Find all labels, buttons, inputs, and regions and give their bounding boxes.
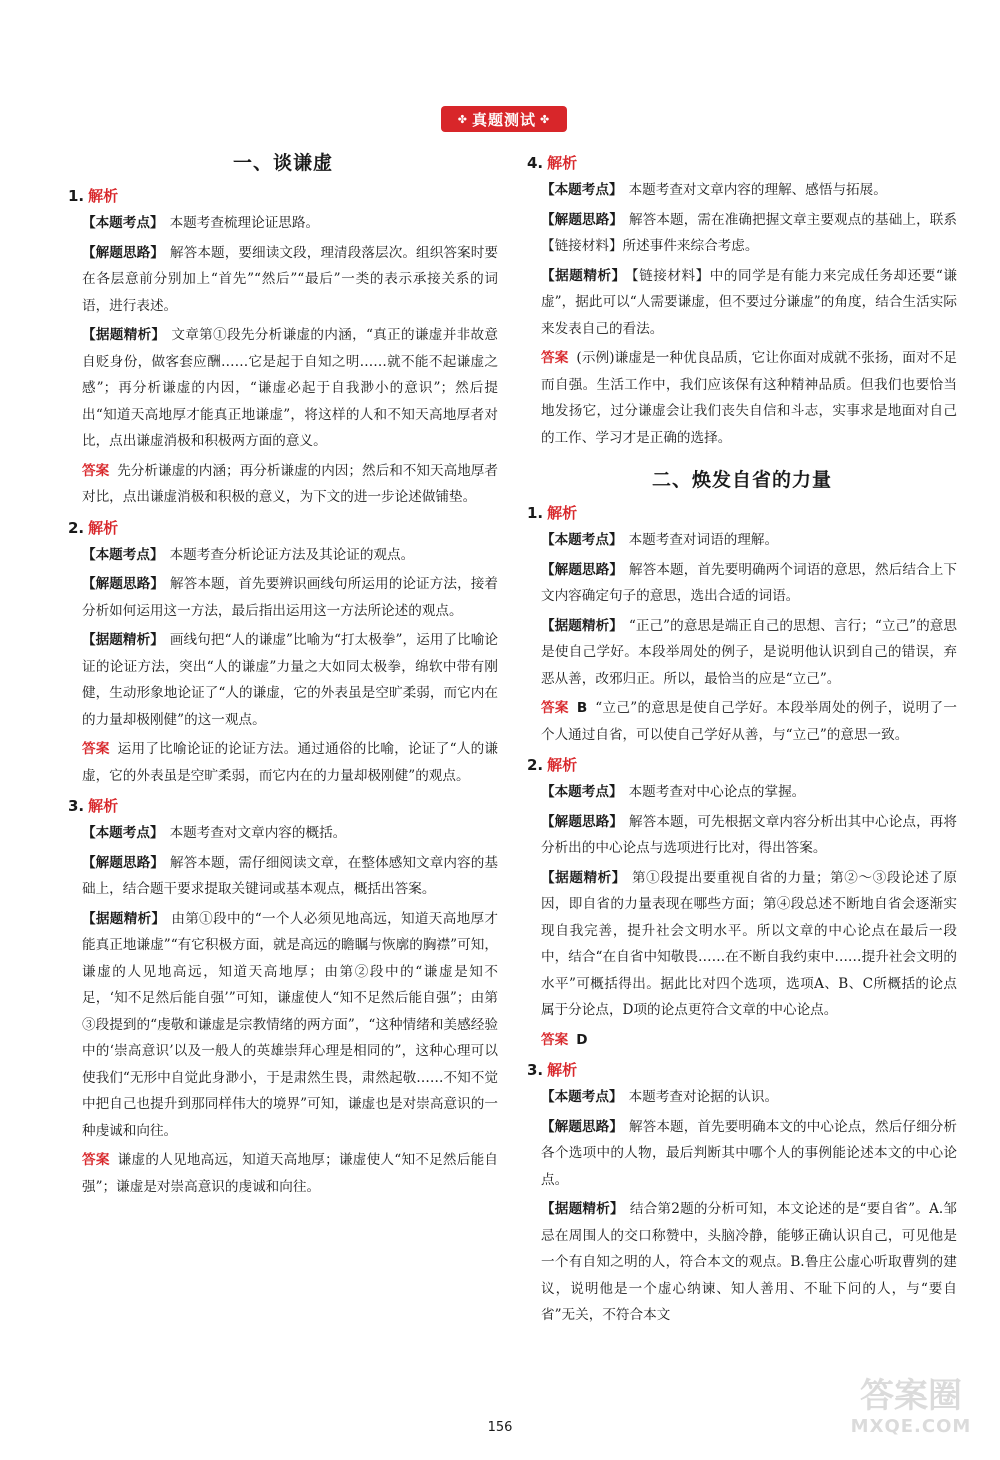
- points-line: 【本题考点】 本题考查对文章内容的理解、感悟与拓展。: [541, 182, 887, 198]
- question-heading: 解析: [88, 187, 119, 205]
- question-number: 1.: [68, 187, 85, 205]
- question-number: 3.: [68, 797, 85, 815]
- sparkle-icon: ✤: [457, 112, 468, 126]
- question-block: [527, 754, 957, 1053]
- answer-line: 答案 先分析谦虚的内涵；再分析谦虚的内因；然后和不知天高地厚者对比，点出谦虚消极和积极的意义，为下文的进一步论述做铺垫。: [82, 462, 499, 505]
- question-heading: 解析: [547, 756, 578, 774]
- question-block: [527, 1059, 957, 1329]
- answer-line: 答案 D: [541, 1031, 588, 1048]
- sparkle-icon: ✤: [540, 112, 551, 126]
- page-number: 156: [487, 1420, 513, 1435]
- points-line: 【本题考点】 本题考查梳理论证思路。: [82, 215, 320, 231]
- points-line: 【本题考点】 本题考查对论据的认识。: [541, 1089, 779, 1105]
- analysis-line: 【据题精析】 文章第①段先分析谦虚的内涵，“真正的谦虚并非故意自贬身份，做客套应酬……它是起于自知之明……就不能不起谦虚之感”；再分析谦虚的内因，“谦虚必起于自我渺小的意识”；然后提出“知道天高地厚才能真正地谦虚”，将这样的人和不知天高地厚者对比，点出谦虚消极和积极两方面的意义。: [82, 327, 498, 449]
- section-banner: [441, 106, 567, 132]
- question-heading: 解析: [547, 154, 578, 172]
- points-line: 【本题考点】 本题考查对文章内容的概括。: [82, 825, 347, 841]
- analysis-line: 【据题精析】 结合第2题的分析可知，本文论述的是“要自省”。A.邹忌在周围人的交口称赞中，头脑冷静，能够正确认识自己，可见他是一个有自知之明的人，符合本文的观点。B.鲁庄公虚心听取曹刿的建议，说明他是一个虚心纳谏、知人善用、不耻下问的人，与“要自省”无关，不符合本文: [541, 1201, 958, 1323]
- section-title: 二、焕发自省的力量: [651, 469, 832, 491]
- points-line: 【本题考点】 本题考查对中心论点的掌握。: [541, 784, 806, 800]
- analysis-line: 【据题精析】 第①段提出要重视自省的力量；第②～③段论述了原因，即自省的力量表现在哪些方面；第④段总述不断地自省会逐渐实现自我完善，提升社会文明水平。所以文章的中心论点在最后一段中，结合“在自省中知敬畏……在不断自我约束中……提升社会文明的水平”可概括得出。据此比对四个选项，选项A、B、C所概括的论点属于分论点，D项的论点更符合文章的中心论点。: [541, 869, 958, 1018]
- question-block: [527, 502, 957, 748]
- question-number: 2.: [68, 518, 85, 537]
- idea-line: 【解题思路】 解答本题，首先要辨识画线句所运用的论证方法，接着分析如何运用这一方法，最后指出运用这一方法所论述的观点。: [82, 576, 498, 619]
- answer-choice: B: [576, 700, 588, 716]
- idea-line: 【解题思路】 解答本题，需仔细阅读文章，在整体感知文章内容的基础上，结合题干要求提取关键词或基本观点，概括出答案。: [82, 854, 498, 897]
- answer-choice: D: [576, 1031, 588, 1048]
- analysis-line: 【据题精析】 【链接材料】中的同学是有能力来完成任务却还要“谦虚”，据此可以“人需要谦虚，但不要过分谦虚”的角度，结合生活实际来发表自己的看法。: [541, 267, 957, 337]
- question-block: [527, 152, 957, 451]
- answer-line: 答案 谦虚的人见地高远，知道天高地厚；谦虚使人“知不足然后能自强”；谦虚是对崇高意识的虔诚和向往。: [82, 1152, 499, 1195]
- idea-line: 【解题思路】 解答本题，首先要明确两个词语的意思，然后结合上下文内容确定句子的意思，选出合适的词语。: [541, 561, 957, 604]
- points-line: 【本题考点】 本题考查对词语的理解。: [541, 532, 779, 548]
- question-heading: 解析: [88, 518, 119, 537]
- question-block: [68, 795, 498, 1200]
- left-column: [68, 148, 498, 1206]
- question-heading: 解析: [547, 1061, 578, 1079]
- idea-line: 【解题思路】 解答本题，需在准确把握文章主要观点的基础上，联系【链接材料】所述事件来综合考虑。: [541, 211, 957, 254]
- idea-line: 【解题思路】 解答本题，可先根据文章内容分析出其中心论点，再将分析出的中心论点与选项进行比对，得出答案。: [541, 813, 957, 856]
- idea-line: 【解题思路】 解答本题，要细读文段，理清段落层次。组织答案时要在各层意前分别加上“首先”“然后”“最后”一类的表示承接关系的词语，进行表述。: [82, 244, 498, 314]
- question-number: 3.: [527, 1061, 544, 1079]
- analysis-line: 【据题精析】 “正己”的意思是端正自己的思想、言行；“立己”的意思是使自己学好。本段举周处的例子，是说明他认识到自己的错误，弃恶从善，改邪归正。所以，最恰当的应是“立己”。: [541, 617, 958, 687]
- question-block: [68, 517, 498, 790]
- section-title: 一、谈谦虚: [232, 152, 333, 174]
- answer-line: 答案 运用了比喻论证的论证方法。通过通俗的比喻，论证了“人的谦虚，它的外表虽是空旷柔弱，而它内在的力量却极刚健”的观点。: [82, 741, 499, 784]
- question-heading: 解析: [88, 797, 119, 815]
- points-line: 【本题考点】 本题考查分析论证方法及其论证的观点。: [82, 546, 415, 563]
- banner-label: 真题测试: [471, 110, 536, 129]
- question-number: 4.: [527, 154, 544, 172]
- answer-line: 答案 (示例)谦虚是一种优良品质，它让你面对成就不张扬，面对不足而自强。生活工作中，我们应该保有这种精神品质。但我们也要恰当地发扬它，过分谦虚会让我们丧失自信和斗志，实事求是地面对自己的工作、学习才是正确的选择。: [541, 350, 958, 446]
- question-heading: 解析: [547, 504, 578, 522]
- question-number: 2.: [527, 756, 544, 774]
- question-block: [68, 185, 498, 511]
- analysis-line: 【据题精析】 由第①段中的“一个人必须见地高远，知道天高地厚才能真正地谦虚”“有它积极方面，就是高远的瞻瞩与恢廓的胸襟”可知，谦虚的人见地高远，知道天高地厚；由第②段中的“谦虚是知不足，‘知不足然后能自强’”可知，谦虚使人“知不足然后能自强”；由第③段提到的“虔敬和谦虚是宗教情绪的两方面”，“这种情绪和美感经验中的‘崇高意识’以及一般人的英雄崇拜心理是相同的”，这种心理可以使我们“无形中自觉此身渺小，于是肃然生畏，肃然起敬……不知不觉中把自己也提升到那同样伟大的境界”可知，谦虚也是对崇高意识的一种虔诚和向往。: [82, 910, 498, 1139]
- question-number: 1.: [527, 504, 544, 522]
- analysis-line: 【据题精析】 画线句把“人的谦虚”比喻为“打太极拳”，运用了比喻论证的论证方法，突出“人的谦虚”力量之大如同太极拳，绵软中带有刚健，生动形象地论证了“人的谦虚，它的外表虽是空旷柔弱，而它内在的力量却极刚健”的这一观点。: [82, 632, 499, 728]
- idea-line: 【解题思路】 解答本题，首先要明确本文的中心论点，然后仔细分析各个选项中的人物，最后判断其中哪个人的事例能论述本文的中心论点。: [541, 1118, 957, 1188]
- answer-line: 答案 B “立己”的意思是使自己学好。本段举周处的例子，说明了一个人通过自省，可以使自己学好从善，与“立己”的意思一致。: [541, 700, 957, 743]
- watermark-logo: 答案圈 MXQE.COM: [850, 1376, 972, 1437]
- right-column: [527, 148, 957, 1335]
